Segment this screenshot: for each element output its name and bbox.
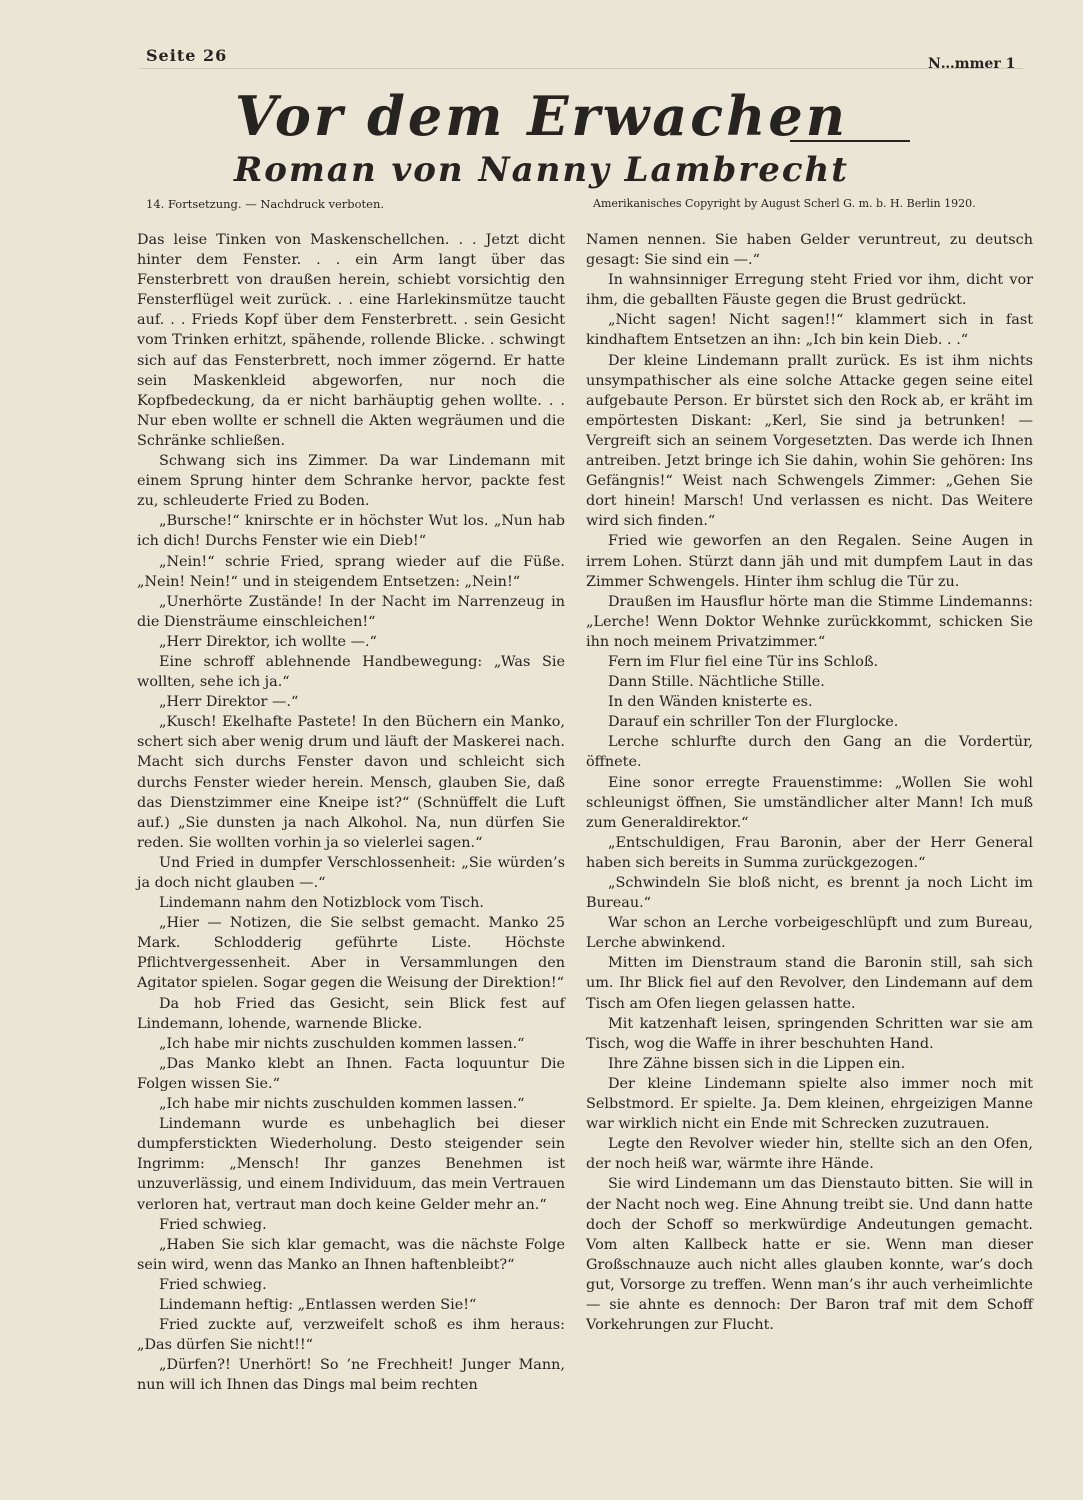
paragraph: Und Fried in dumpfer Verschlossenheit: „Sie würden’s ja doch nicht glauben —.“ xyxy=(137,854,565,891)
paragraph: Mitten im Dienstraum stand die Baronin still, sah sich um. Ihr Blick fiel auf den Revolver, den Lindemann auf dem Tisch am Ofen liegen gelassen hatte. xyxy=(586,955,1033,1012)
paragraph: War schon an Lerche vorbeigeschlüpft und zum Bureau, Lerche abwinkend. xyxy=(586,915,1033,952)
paragraph: „Hier — Notizen, die Sie selbst gemacht. Manko 25 Mark. Schlodderig geführte Liste. Höchste Pflichtvergessenheit. Aber in Versammlungen den Agitator spielen. Sogar gegen die Weisung der Direktion!“ xyxy=(137,915,565,992)
paragraph: „Ich habe mir nichts zuschulden kommen lassen.“ xyxy=(159,1096,525,1113)
issue-label: N…mmer 1 xyxy=(928,56,1016,72)
paragraph: Schwang sich ins Zimmer. Da war Lindemann mit einem Sprung hinter dem Schranke hervor, packte fest zu, schleuderte Fried zu Boden. xyxy=(137,453,565,510)
header-rule xyxy=(140,68,1023,69)
paragraph: Lindemann nahm den Notizblock vom Tisch. xyxy=(159,895,484,912)
paragraph: „Das Manko klebt an Ihnen. Facta loquuntur Die Folgen wissen Sie.“ xyxy=(137,1055,565,1092)
left-column xyxy=(137,230,565,1395)
paragraph: Der kleine Lindemann prallt zurück. Es ist ihm nichts unsympathischer als eine solche Attacke gegen seine eitel aufgebaute Person. Er bürstet sich den Rock ab, er kräht im empörtesten Diskant: „Kerl, Sie sind ja betrunken! — Vergreift sich an seinem Vorgesetzten. Das werde ich Ihnen antreiben. Jetzt bringe ich Sie dahin, wohin Sie gehören: Ins Gefängnis!“ Weist nach Schwengels Zimmer: „Gehen Sie dort hinein! Marsch! Und verlassen es nicht. Das Weitere wird sich finden.“ xyxy=(586,352,1033,530)
paragraph: Lindemann wurde es unbehaglich bei dieser dumpferstickten Wiederholung. Desto steigender sein Ingrimm: „Mensch! Ihr ganzes Benehmen ist unzuverlässig, und einem Individuum, das mein Vertrauen verloren hat, vertraut man doch keine Gelder mehr an.“ xyxy=(137,1116,565,1213)
paragraph: „Herr Direktor —.“ xyxy=(159,694,299,711)
paragraph: „Haben Sie sich klar gemacht, was die nächste Folge sein wird, wenn das Manko an Ihnen haftenbleibt?“ xyxy=(137,1236,565,1273)
paragraph: Lerche schlurfte durch den Gang an die Vordertür, öffnete. xyxy=(586,734,1033,771)
paragraph: „Nicht sagen! Nicht sagen!!“ klammert sich in fast kindhaftem Entsetzen an ihn: „Ich bin kein Dieb. . .“ xyxy=(586,312,1033,349)
paragraph: In wahnsinniger Erregung steht Fried vor ihm, dicht vor ihm, die geballten Fäuste gegen die Brust gedrückt. xyxy=(586,272,1033,309)
paragraph: Eine sonor erregte Frauenstimme: „Wollen Sie wohl schleunigst öffnen, Sie umständlicher alter Mann! Ich muß zum Generaldirektor.“ xyxy=(586,774,1033,831)
paragraph: Fried zuckte auf, verzweifelt schoß es ihm heraus: „Das dürfen Sie nicht!!“ xyxy=(137,1317,565,1354)
paragraph: Draußen im Hausflur hörte man die Stimme Lindemanns: „Lerche! Wenn Doktor Wehnke zurückkommt, schicken Sie ihn noch meinem Privatzimmer.“ xyxy=(586,593,1033,650)
paragraph: Namen nennen. Sie haben Gelder veruntreut, zu deutsch gesagt: Sie sind ein —.“ xyxy=(586,232,1033,269)
paragraph: „Bursche!“ knirschte er in höchster Wut los. „Nun hab ich dich! Durchs Fenster wie ein Dieb!“ xyxy=(137,513,565,550)
paragraph: Der kleine Lindemann spielte also immer noch mit Selbstmord. Er spielte. Ja. Dem kleinen, ehrgeizigen Manne war wirklich nicht ein Ende mit Schrecken zuzutrauen. xyxy=(586,1075,1033,1133)
paragraph: Das leise Tinken von Maskenschellchen. . . Jetzt dicht hinter dem Fenster. . . ein Arm langt über das Fensterbrett von draußen herein, schiebt vorsichtig den Fensterflügel weit zurück. . . eine Harlekinsmütze taucht auf. . . Frieds Kopf über dem Fensterbrett. . sein Gesicht vom Trinken erhitzt, spähende, rollende Blicke. . schwingt sich auf das Fensterbrett, noch immer zögernd. Er hatte sein Maskenkleid abgeworfen, nur noch die Kopfbedeckung, da er nicht barhäuptig gehen wollte. . . Nur eben wollte er schnell die Akten wegräumen und die Schränke schließen. xyxy=(137,232,565,449)
paragraph: „Herr Direktor, ich wollte —.“ xyxy=(159,633,377,650)
paragraph: „Unerhörte Zustände! In der Nacht im Narrenzeug in die Diensträume einschleichen!“ xyxy=(137,593,565,630)
paragraph: Sie wird Lindemann um das Dienstauto bitten. Sie will in der Nacht noch weg. Eine Ahnung treibt sie. Und dann hatte doch der Schoff so merkwürdige Andeutungen gemacht. Vom alten Kallbeck hatte er sie. Wenn man dieser Großschnauze auch nicht alles glauben konnte, war’s doch gut, Vorsorge zu treffen. Wenn man’s ihr auch verheimlichte — sie ahnte es dennoch: Der Baron traf mit dem Schoff Vorkehrungen zur Flucht. xyxy=(586,1176,1033,1334)
paragraph: „Entschuldigen, Frau Baronin, aber der Herr General haben sich bereits in Summa zurückgezogen.“ xyxy=(586,834,1033,871)
copyright-note: Amerikanisches Copyright by August Scherl G. m. b. H. Berlin 1920. xyxy=(593,197,976,210)
paragraph: Lindemann heftig: „Entlassen werden Sie!“ xyxy=(159,1296,477,1313)
paragraph: „Dürfen?! Unerhört! So ’ne Frechheit! Junger Mann, nun will ich Ihnen das Dings mal beim rechten xyxy=(137,1357,565,1394)
story-title: Vor dem Erwachen xyxy=(234,84,849,148)
paragraph: Legte den Revolver wieder hin, stellte sich an den Ofen, der noch heiß war, wärmte ihre Hände. xyxy=(586,1136,1033,1173)
right-column xyxy=(586,230,1033,1335)
paragraph: „Ich habe mir nichts zuschulden kommen lassen.“ xyxy=(159,1035,525,1052)
paragraph: Darauf ein schriller Ton der Flurglocke. xyxy=(608,714,899,731)
paragraph: Fern im Flur fiel eine Tür ins Schloß. xyxy=(608,653,879,670)
paragraph: „Nein!“ schrie Fried, sprang wieder auf die Füße. „Nein! Nein!“ und in steigendem Entsetzen: „Nein!“ xyxy=(137,553,565,590)
continuation-note: 14. Fortsetzung. — Nachdruck verboten. xyxy=(146,197,385,211)
story-subtitle: Roman von Nanny Lambrecht xyxy=(234,150,849,190)
paragraph: „Kusch! Ekelhafte Pastete! In den Büchern ein Manko, schert sich aber wenig drum und läuft der Maskerei nach. Macht sich durchs Fenster davon und schleicht sich durchs Fenster wieder herein. Mensch, glauben Sie, daß das Dienstzimmer eine Kneipe ist?“ (Schnüffelt die Luft auf.) „Sie dunsten ja nach Alkohol. Na, nun dürfen Sie reden. Sie wollten vorhin ja so vielerlei sagen.“ xyxy=(137,714,565,851)
paragraph: Fried schwieg. xyxy=(159,1276,267,1293)
paragraph: Fried schwieg. xyxy=(159,1216,267,1233)
paragraph: „Schwindeln Sie bloß nicht, es brennt ja noch Licht im Bureau.“ xyxy=(586,875,1033,912)
paragraph: Mit katzenhaft leisen, springenden Schritten war sie am Tisch, wog die Waffe in ihrer beschuhten Hand. xyxy=(586,1015,1033,1052)
title-underline xyxy=(790,140,910,142)
paragraph: Da hob Fried das Gesicht, sein Blick fest auf Lindemann, lohende, warnende Blicke. xyxy=(137,995,565,1032)
paragraph: Fried wie geworfen an den Regalen. Seine Augen in irrem Lohen. Stürzt dann jäh und mit dumpfem Laut in das Zimmer Schwengels. Hinter ihm schlug die Tür zu. xyxy=(586,533,1033,590)
paragraph: In den Wänden knisterte es. xyxy=(608,694,813,711)
paragraph: Dann Stille. Nächtliche Stille. xyxy=(608,674,825,691)
page-number: Seite 26 xyxy=(146,46,228,65)
paragraph: Eine schroff ablehnende Handbewegung: „Was Sie wollten, sehe ich ja.“ xyxy=(137,653,565,691)
paragraph: Ihre Zähne bissen sich in die Lippen ein. xyxy=(608,1055,906,1072)
